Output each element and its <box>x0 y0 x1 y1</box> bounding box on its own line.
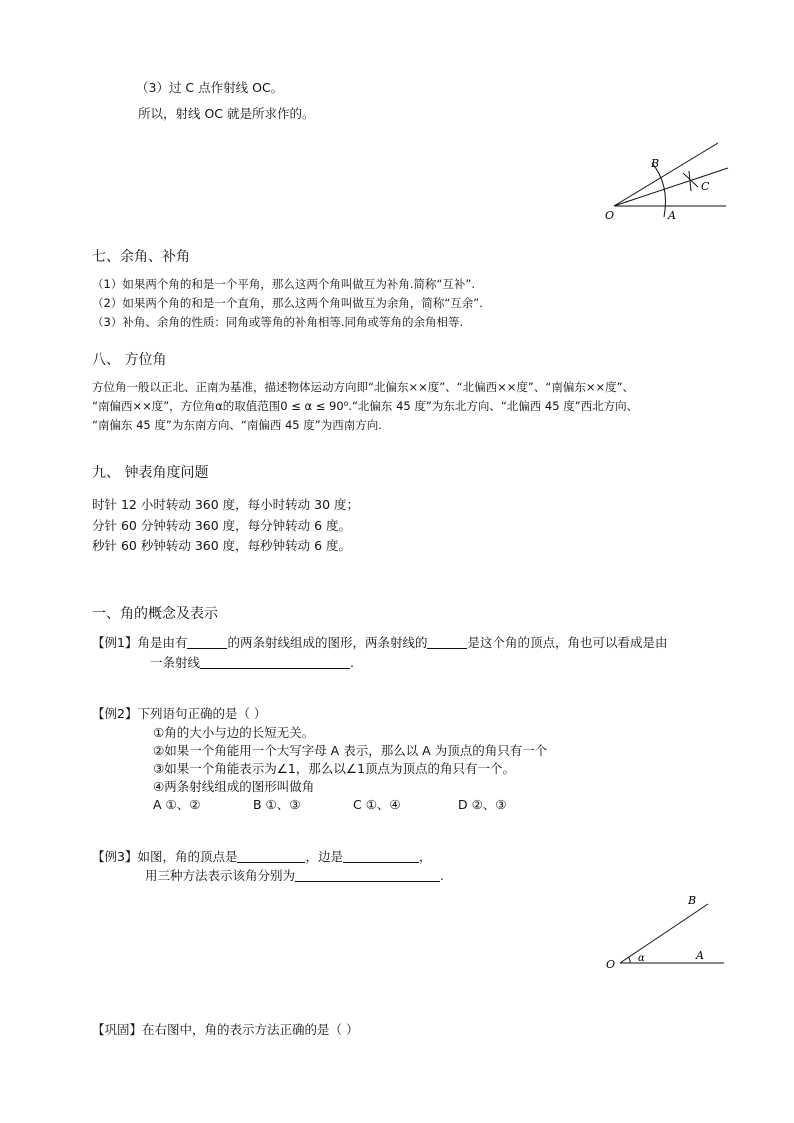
example3-blank-vertex[interactable] <box>237 850 305 863</box>
example2-question-line <box>92 704 266 722</box>
example3-text-e: . <box>440 868 444 883</box>
consolidate-line <box>92 1020 359 1038</box>
section8-line-1: 方位角一般以正北、正南为基准，描述物体运动方向即“北偏东××度”、“北偏西××度”、“南偏东××度”、 <box>92 380 635 394</box>
example3-line-2 <box>145 866 444 884</box>
alpha-arc <box>629 957 631 963</box>
section8-line-2: “南偏西××度”，方位角α的取值范围0 ≤ α ≤ 90⁰.“北偏东 45 度”为东北方向、“北偏西 45 度”西北方向、 <box>92 399 639 413</box>
section7-item-2: （2）如果两个角的和是一个直角，那么这两个角叫做互为余角，简称“互余”. <box>92 296 483 310</box>
example2-question: 下列语句正确的是（ ） <box>137 706 267 721</box>
label-o: O <box>605 209 615 222</box>
section8-title: 八、 方位角 <box>92 352 167 368</box>
example2-option-1: ①角的大小与边的长短无关。 <box>153 725 315 740</box>
section9-line-3: 秒针 60 秒钟转动 360 度，每秒钟转动 6 度。 <box>92 538 352 553</box>
label-a: A <box>668 209 676 222</box>
step3-text: （3）过 C 点作射线 OC。 <box>136 80 284 95</box>
example1-blank-1[interactable] <box>187 636 227 649</box>
part1-title: 一、角的概念及表示 <box>92 606 218 622</box>
label-c: C <box>701 180 710 193</box>
consolidate-text: 在右图中，角的表示方法正确的是（ ） <box>142 1022 359 1037</box>
example3-blank-sides[interactable] <box>343 850 419 863</box>
label-b: B <box>688 894 697 907</box>
example1-text-e: . <box>350 655 354 670</box>
example1-text-d: 一条射线 <box>150 655 201 670</box>
example2-choice-c[interactable]: C ①、④ <box>353 797 401 812</box>
section7-item-3: （3）补角、余角的性质：同角或等角的补角相等.同角或等角的余角相等. <box>92 315 464 329</box>
label-b: B <box>651 157 660 170</box>
example2-tag: 【例2】 <box>92 706 138 721</box>
example1-line-1 <box>92 633 668 651</box>
section7-item-1: （1）如果两个角的和是一个平角，那么这两个角叫做互为补角.简称“互补”. <box>92 277 476 291</box>
example1-text-c: 是这个角的顶点，角也可以看成是由 <box>467 635 668 650</box>
section9-line-2: 分针 60 分钟转动 360 度，每分钟转动 6 度。 <box>92 518 352 533</box>
label-a: A <box>696 949 704 962</box>
example3-tag: 【例3】 <box>92 849 138 864</box>
example1-blank-2[interactable] <box>427 636 467 649</box>
example3-text-c: ， <box>418 849 432 864</box>
ray-ob <box>620 904 708 963</box>
example2-choice-a[interactable]: A ①、② <box>153 797 201 812</box>
consolidate-tag: 【巩固】 <box>92 1022 143 1037</box>
example1-text-b: 的两条射线组成的图形，两条射线的 <box>227 635 428 650</box>
section9-title: 九、 钟表角度问题 <box>92 465 209 481</box>
example3-text-a: 如图，角的顶点是 <box>137 849 238 864</box>
section9-line-1: 时针 12 小时转动 360 度，每小时转动 30 度； <box>92 497 360 512</box>
conclusion-text: 所以，射线 OC 就是所求作的。 <box>138 106 315 121</box>
example2-option-3: ③如果一个角能表示为∠1，那么以∠1顶点为顶点的角只有一个。 <box>153 761 516 776</box>
example2-choice-d[interactable]: D ②、③ <box>458 797 507 812</box>
example1-tag: 【例1】 <box>92 635 138 650</box>
label-o: O <box>606 958 616 970</box>
example1-blank-3[interactable] <box>200 656 350 669</box>
example2-option-2: ②如果一个角能用一个大写字母 A 表示，那么以 A 为顶点的角只有一个 <box>153 743 548 758</box>
example2-option-4: ④两条射线组成的图形叫做角 <box>153 779 315 794</box>
example1-text-a: 角是由有 <box>137 635 188 650</box>
ray-ob <box>614 143 718 206</box>
example3-blank-names[interactable] <box>295 869 440 882</box>
example3-line-1 <box>92 847 432 865</box>
example2-choice-b[interactable]: B ①、③ <box>253 797 301 812</box>
ray-construction-figure <box>590 135 740 225</box>
label-alpha: α <box>638 953 645 964</box>
example3-text-b: ，边是 <box>305 849 343 864</box>
ray-oc <box>614 168 728 206</box>
section7-title: 七、余角、补角 <box>92 249 190 265</box>
section8-line-3: “南偏东 45 度”为东南方向、“南偏西 45 度”为西南方向. <box>92 418 382 432</box>
example3-text-d: 用三种方法表示该角分别为 <box>145 868 296 883</box>
example1-line-2 <box>150 653 354 671</box>
angle-figure <box>600 890 730 970</box>
